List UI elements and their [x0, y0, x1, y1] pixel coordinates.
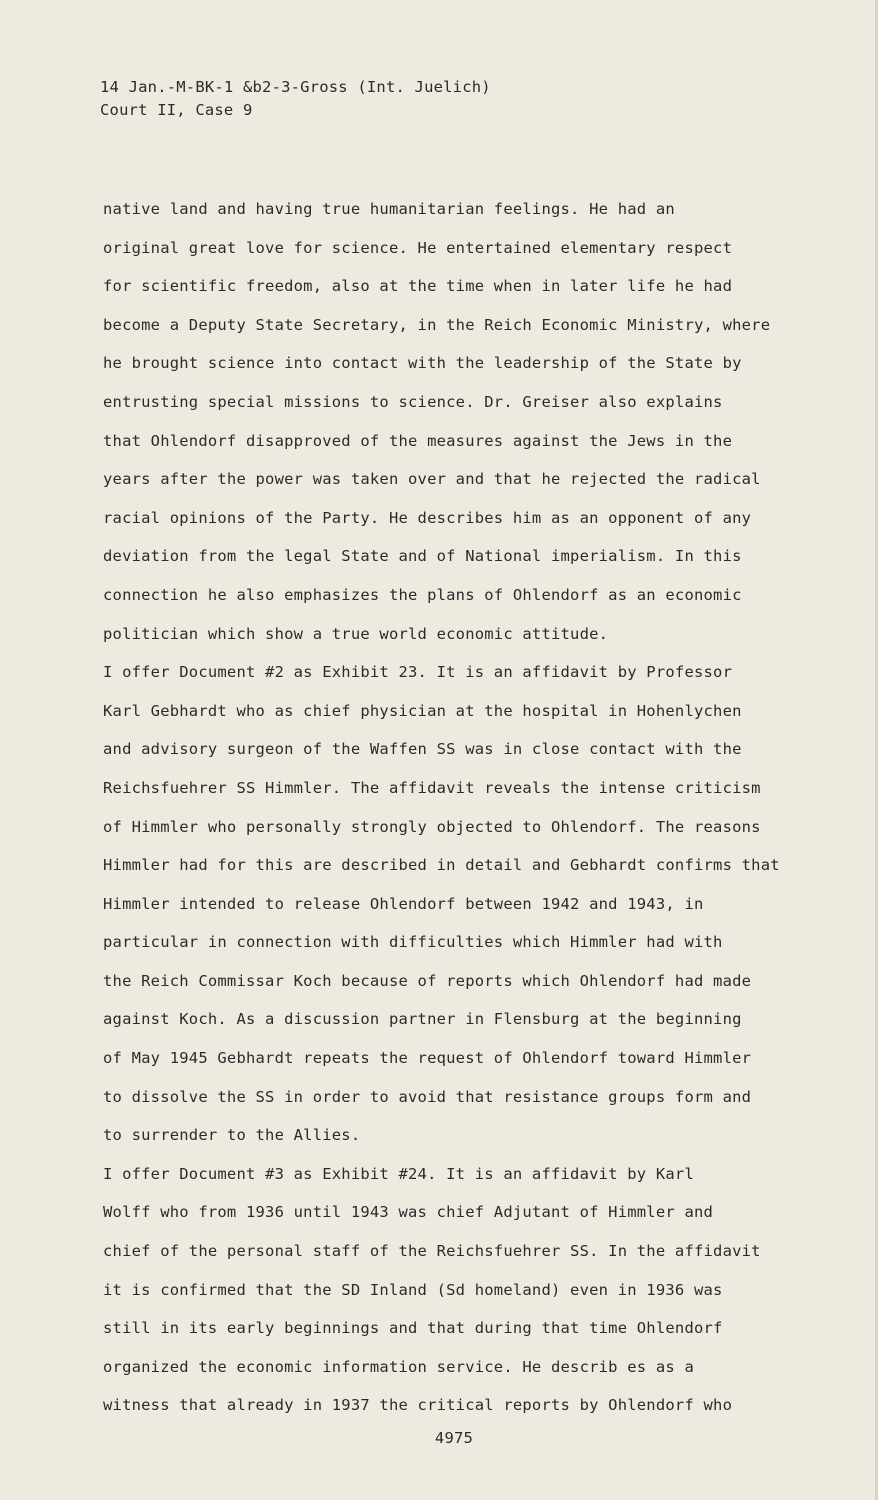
- body-line: witness that already in 1937 the critical reports by Ohlendorf who: [103, 1396, 733, 1415]
- body-line: Reichsfuehrer SS Himmler. The affidavit reveals the intense criticism: [103, 778, 761, 797]
- body-line: for scientific freedom, also at the time when in later life he had: [103, 277, 733, 296]
- body-line: Karl Gebhardt who as chief physician at the hospital in Hohenlychen: [103, 701, 742, 720]
- body-line: Wolff who from 1936 until 1943 was chief Adjutant of Himmler and: [103, 1203, 714, 1222]
- body-line: chief of the personal staff of the Reichsfuehrer SS. In the affidavit: [103, 1242, 761, 1261]
- body-line: racial opinions of the Party. He describes him as an opponent of any: [103, 508, 752, 527]
- body-line: Himmler intended to release Ohlendorf between 1942 and 1943, in: [103, 894, 704, 913]
- body-line: to dissolve the SS in order to avoid that resistance groups form and: [103, 1087, 752, 1106]
- body-line: that Ohlendorf disapproved of the measures against the Jews in the: [103, 431, 733, 450]
- body-line: it is confirmed that the SD Inland (Sd homeland) even in 1936 was: [103, 1280, 723, 1299]
- body-line: original great love for science. He entertained elementary respect: [103, 238, 733, 257]
- body-line: years after the power was taken over and that he rejected the radical: [103, 470, 761, 489]
- body-line: he brought science into contact with the leadership of the State by: [103, 354, 742, 373]
- body-line: politician which show a true world economic attitude.: [103, 624, 609, 643]
- document-header: [100, 76, 491, 122]
- body-line: deviation from the legal State and of National imperialism. In this: [103, 547, 742, 566]
- body-line: connection he also emphasizes the plans of Ohlendorf as an economic: [103, 585, 742, 604]
- page-number: 4975: [434, 1429, 474, 1447]
- body-line: native land and having true humanitarian feelings. He had an: [103, 200, 675, 218]
- body-line: organized the economic information service. He describ es as a: [103, 1357, 694, 1376]
- body-line: the Reich Commissar Koch because of reports which Ohlendorf had made: [103, 971, 752, 990]
- body-line: of May 1945 Gebhardt repeats the request of Ohlendorf toward Himmler: [103, 1049, 752, 1068]
- body-line: still in its early beginnings and that during that time Ohlendorf: [103, 1319, 723, 1338]
- body-line: against Koch. As a discussion partner in Flensburg at the beginning: [103, 1010, 742, 1029]
- body-line: I offer Document #2 as Exhibit 23. It is an affidavit by Professor: [103, 663, 733, 682]
- body-line: and advisory surgeon of the Waffen SS was in close contact with the: [103, 740, 742, 759]
- body-line: become a Deputy State Secretary, in the Reich Economic Ministry, where: [103, 315, 771, 334]
- body-line: to surrender to the Allies.: [103, 1126, 361, 1145]
- body-line: Himmler had for this are described in detail and Gebhardt confirms that: [103, 856, 780, 875]
- body-line: I offer Document #3 as Exhibit #24. It is an affidavit by Karl: [103, 1164, 694, 1183]
- header-court-case: Court II, Case 9: [100, 101, 253, 119]
- header-reference: 14 Jan.-M-BK-1 &b2-3-Gross (Int. Juelich): [100, 78, 491, 96]
- body-line: particular in connection with difficulties which Himmler had with: [103, 933, 723, 952]
- body-line: of Himmler who personally strongly objected to Ohlendorf. The reasons: [103, 817, 761, 836]
- document-body: [103, 190, 803, 1425]
- body-line: entrusting special missions to science. Dr. Greiser also explains: [103, 392, 723, 411]
